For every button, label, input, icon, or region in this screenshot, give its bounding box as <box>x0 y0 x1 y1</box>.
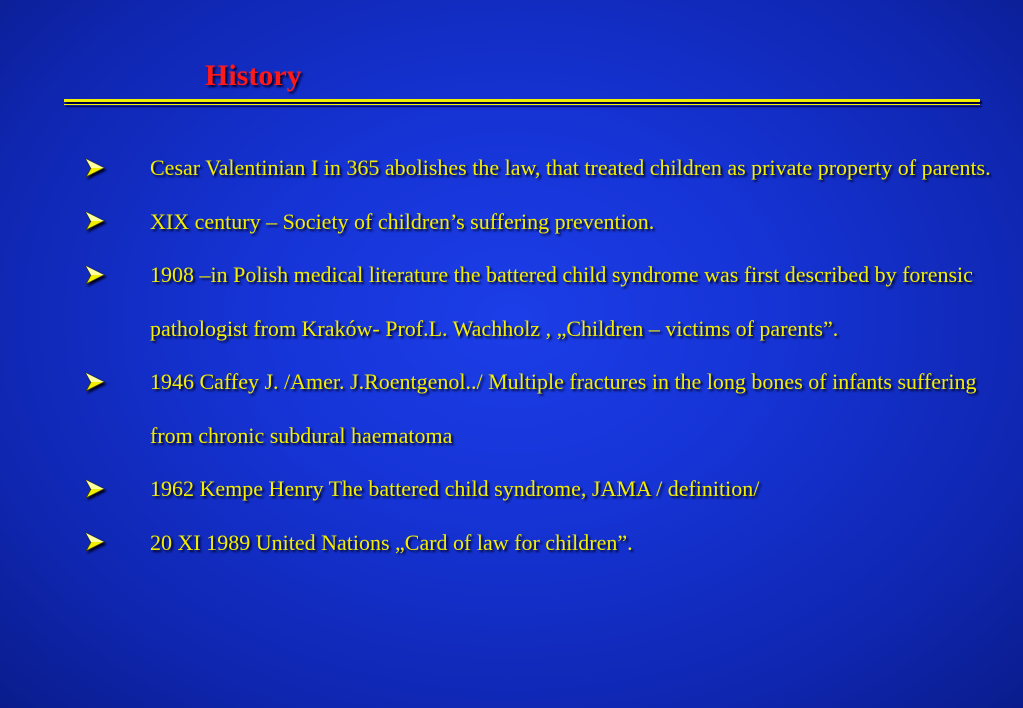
title-underline-thick <box>64 99 980 102</box>
arrowhead-bullet-icon <box>84 355 150 409</box>
bullet-item <box>84 195 1004 249</box>
bullet-text: Cesar Valentinian I in 365 abolishes the law, that treated children as private property of parents. <box>150 155 991 180</box>
bullet-item <box>84 248 1004 355</box>
bullet-text: 1946 Caffey J. /Amer. J.Roentgenol../ Multiple fractures in the long bones of infants suffering from chronic subdural haematoma <box>150 369 977 448</box>
bullet-text: 20 XI 1989 United Nations „Card of law for children”. <box>150 529 633 555</box>
bullet-list <box>84 141 1004 569</box>
arrowhead-bullet-icon <box>84 516 150 570</box>
bullet-item <box>84 516 1004 570</box>
bullet-text: 1908 –in Polish medical literature the battered child syndrome was first described by forensic pathologist from Kraków- Prof.L. Wachholz , „Children – victims of parents”. <box>150 262 973 341</box>
bullet-text: XIX century – Society of children’s suffering prevention. <box>150 208 655 234</box>
bullet-item <box>84 141 1004 195</box>
arrowhead-bullet-icon <box>84 462 150 516</box>
title-underline-thin <box>64 104 980 105</box>
bullet-item <box>84 462 1004 516</box>
arrowhead-bullet-icon <box>84 248 150 302</box>
arrowhead-bullet-icon <box>84 141 150 195</box>
arrowhead-bullet-icon <box>84 195 150 249</box>
slide-title: History <box>205 59 302 92</box>
bullet-item <box>84 355 1004 462</box>
bullet-text: 1962 Kempe Henry The battered child syndrome, JAMA / definition/ <box>150 476 760 501</box>
